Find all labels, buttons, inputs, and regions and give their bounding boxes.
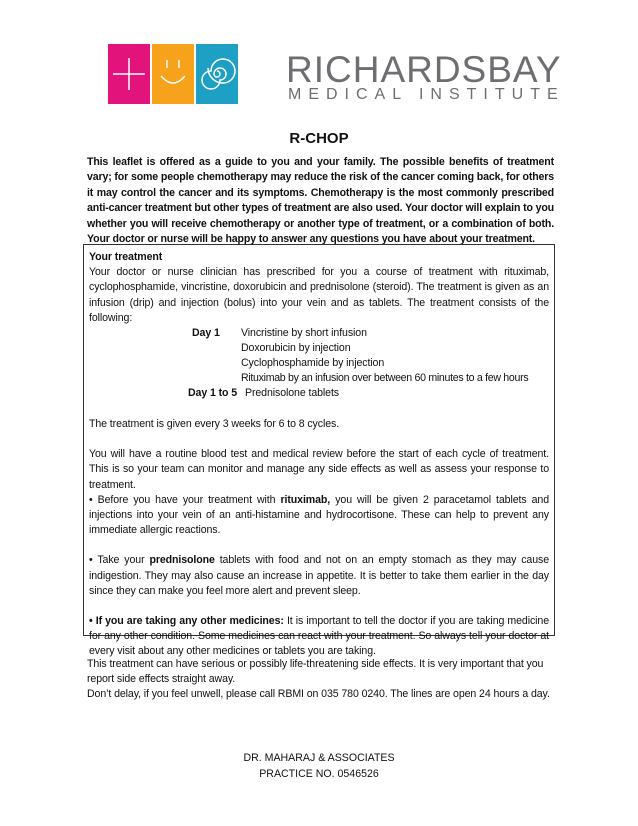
day1-label: Day 1: [192, 327, 220, 340]
day1-item: Cyclophosphamide by injection: [241, 357, 385, 370]
contact-line: Don’t delay, if you feel unwell, please call RBMI on 035 780 0240. The lines are open 24 hours a day.: [87, 688, 550, 701]
page-title: R-CHOP: [289, 130, 349, 147]
bullet-body: tablets with food and not on an empty stomach as they may cause indigestion. They may also cause an increase in appetite. It is better to take them earlier in the day since they can make you feel more alert and prevent sleep.: [89, 554, 549, 597]
spiral-icon: [196, 44, 238, 104]
plus-logo-tile: [108, 44, 150, 104]
practice-name: DR. MAHARAJ & ASSOCIATES: [243, 752, 395, 764]
review-text: You will have a routine blood test and medical review before the start of each cycle of treatment. This is so your team can monitor and manage any side effects as well as assess your response to treatment.: [89, 448, 549, 491]
side-effects-warning: This treatment can have serious or possibly life-threatening side effects. It is very important that you report side effects straight away.: [87, 658, 544, 686]
day1-item: Vincristine by short infusion: [241, 327, 367, 340]
day1-to-5-label: Day 1 to 5: [188, 387, 238, 400]
practice-number: PRACTICE NO. 0546526: [259, 768, 379, 780]
bullet-prefix: • Before you have your treatment with: [89, 493, 281, 506]
treatment-description: Your doctor or nurse clinician has prescribed for you a course of treatment with rituximab, cyclophosphamide, vincristine, doxorubicin and prednisolone (steroid). The treatment is given as an infusion (drip) and injection (bolus) into your vein and as tablets. The treatment consists of the following:: [89, 266, 549, 324]
treatment-box: [83, 244, 555, 658]
day1-item: Doxorubicin by injection: [241, 342, 351, 355]
spiral-logo-tile: [196, 44, 238, 104]
intro-paragraph: This leaflet is offered as a guide to you and your family. The possible benefits of treatment vary; for some people chemotherapy may reduce the risk of the cancer coming back, for others it may control the cancer and its symptoms. Chemotherapy is the most commonly prescribed anti-cancer treatment but other types of treatment are also used. Your doctor will explain to you whether you will receive chemotherapy or another type of treatment, or a combination of both. Your doctor or nurse will be happy to answer any questions you have about your treatment.: [87, 156, 554, 246]
bullet-body: you will be given 2 paracetamol tablets and injections into your vein of an anti-histamine and hydrocortisone. These can help to prevent any immediate allergic reactions.: [89, 493, 549, 537]
institute-logo: [108, 44, 565, 104]
bullet-body: It is important to tell the doctor if you are taking medicine for any other condition. Some medicines can react with your treatment. So always tell your doctor at every visit about any other medicines or tablets you are taking.: [89, 615, 549, 658]
bullet-prefix: • Take your: [89, 554, 150, 567]
rituximab-bullet: [89, 493, 549, 539]
side-effects-notice: [87, 657, 554, 703]
treatment-heading: Your treatment: [89, 251, 163, 263]
footer: [0, 750, 638, 782]
plus-icon: [108, 44, 150, 104]
other-medicines-bullet: [89, 614, 549, 660]
prednisolone-term: prednisolone: [149, 554, 215, 567]
brand-name: RICHARDSBAY: [286, 49, 562, 90]
treatment-schedule: [89, 326, 549, 402]
smile-logo-tile: [152, 44, 194, 104]
rituximab-term: rituximab,: [280, 493, 331, 506]
cycle-text: The treatment is given every 3 weeks for 6 to 8 cycles.: [89, 418, 340, 431]
smile-icon: [152, 44, 194, 104]
day1-item: Rituximab by an infusion over between 60 minutes to a few hours: [241, 372, 529, 385]
other-medicines-term: • If you are taking any other medicines:: [89, 615, 284, 628]
brand-subtitle: MEDICAL INSTITUTE: [288, 86, 565, 103]
prednisolone-bullet: [89, 553, 549, 599]
day1-to-5-item: Prednisolone tablets: [245, 387, 339, 400]
